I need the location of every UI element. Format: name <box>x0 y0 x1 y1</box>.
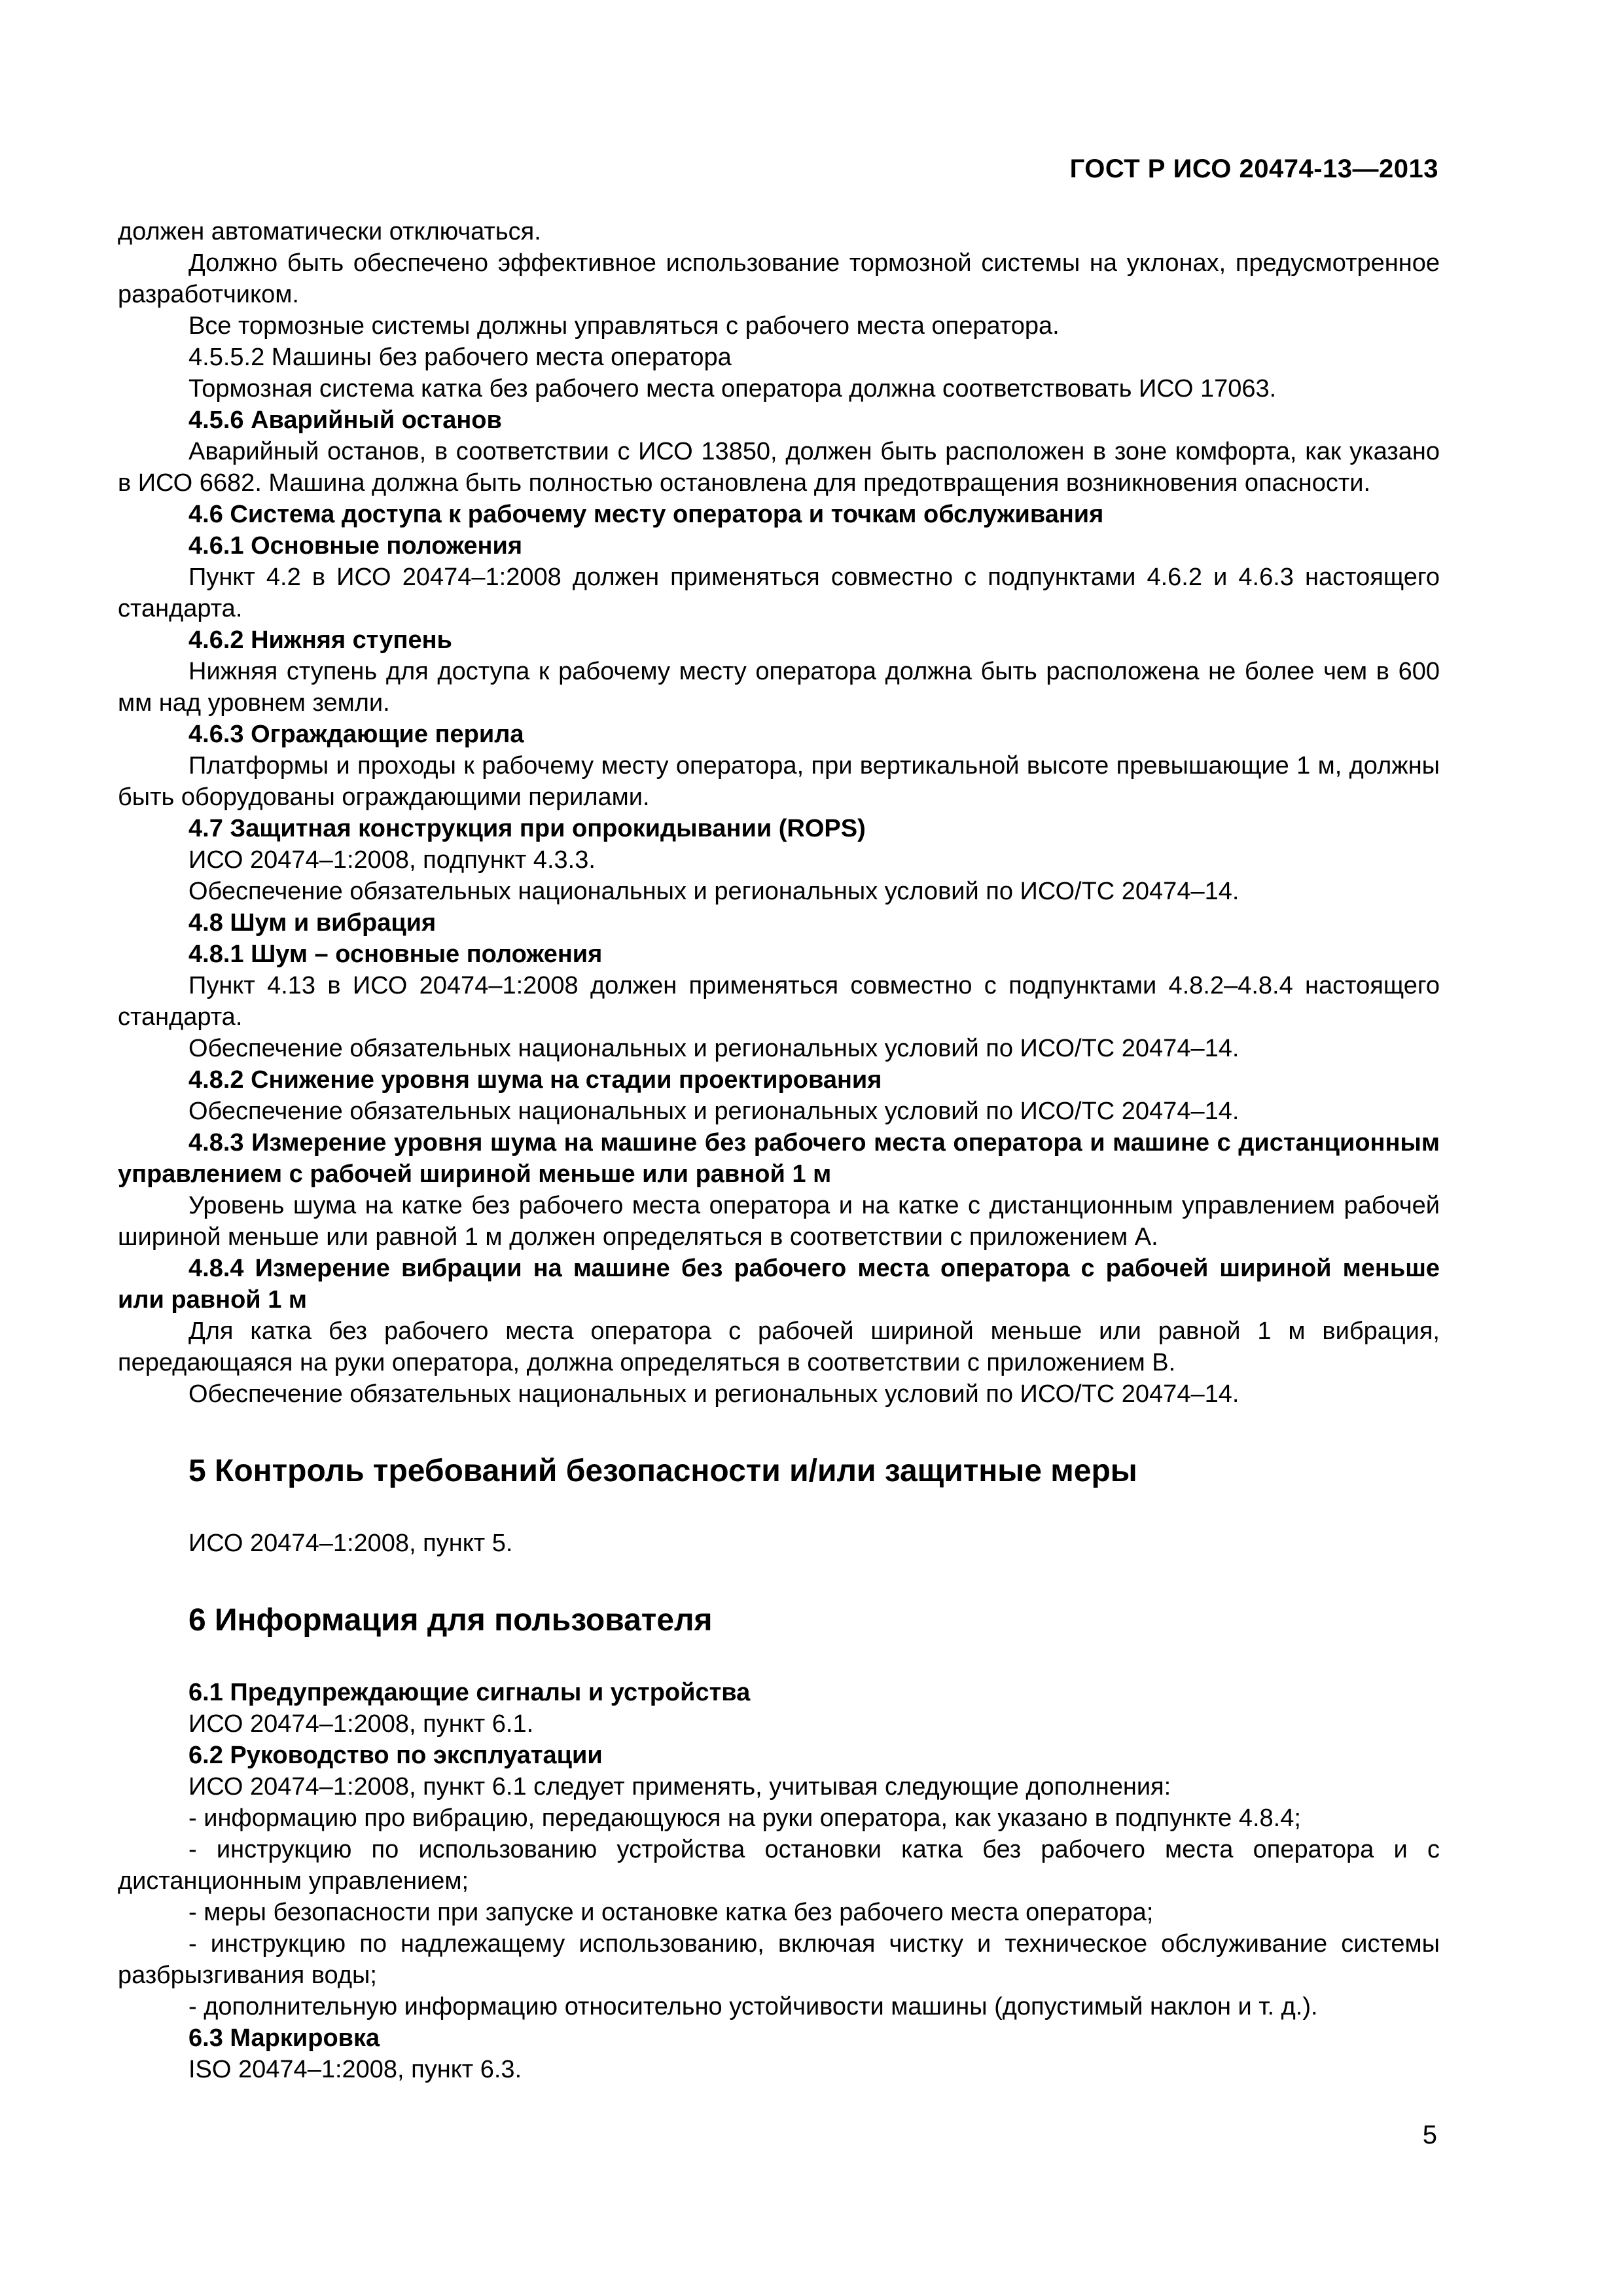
paragraph: ИСО 20474–1:2008, пункт 6.1 следует применять, учитывая следующие дополнения: <box>188 1773 1171 1801</box>
section-5 <box>118 1452 1440 1559</box>
paragraph: Платформы и проходы к рабочему месту оператора, при вертикальной высоте превышающие 1 м, должны быть оборудованы ограждающими перилами. <box>118 752 1440 811</box>
paragraph: Пункт 4.2 в ИСО 20474–1:2008 должен применяться совместно с подпунктами 4.6.2 и 4.6.3 настоящего стандарта. <box>118 564 1440 622</box>
subsection-heading: 6.1 Предупреждающие сигналы и устройства <box>188 1679 751 1706</box>
list-item: - информацию про вибрацию, передающуюся на руки оператора, как указано в подпункте 4.8.4; <box>188 1804 1301 1832</box>
paragraph: Пункт 4.13 в ИСО 20474–1:2008 должен применяться совместно с подпунктами 4.8.2–4.8.4 настоящего стандарта. <box>118 972 1440 1031</box>
section-heading: 6 Информация для пользователя <box>188 1603 713 1638</box>
paragraph: Для катка без рабочего места оператора с рабочей шириной меньше или равной 1 м вибрация, передающаяся на руки оператора, должна определяться в соответствии с приложением В. <box>118 1318 1440 1376</box>
subsection-heading: 4.6.2 Нижняя ступень <box>188 626 452 654</box>
paragraph: Уровень шума на катке без рабочего места оператора и на катке с дистанционным управлением рабочей шириной меньше или равной 1 м должен определяться в соответствии с приложением А. <box>118 1192 1440 1251</box>
subsection-heading: 4.8.4 Измерение вибрации на машине без рабочего места оператора с рабочей шириной меньше или равной 1 м <box>118 1255 1440 1314</box>
document-body <box>118 216 1440 2085</box>
page-number: 5 <box>1422 2121 1437 2149</box>
subsection-heading: 4.8 Шум и вибрация <box>188 909 437 937</box>
document-header: ГОСТ Р ИСО 20474-13—2013 <box>1069 154 1438 183</box>
paragraph: Обеспечение обязательных национальных и региональных условий по ИСО/ТС 20474–14. <box>188 1035 1240 1062</box>
subsection-heading: 4.6 Система доступа к рабочему месту оператора и точкам обслуживания <box>188 501 1104 528</box>
paragraph: Обеспечение обязательных национальных и региональных условий по ИСО/ТС 20474–14. <box>188 1380 1240 1408</box>
paragraph: ISO 20474–1:2008, пункт 6.3. <box>188 2056 522 2083</box>
subsection-heading: 4.8.1 Шум – основные положения <box>188 941 603 968</box>
section-heading: 5 Контроль требований безопасности и/или защитные меры <box>188 1454 1137 1488</box>
list-item: - дополнительную информацию относительно устойчивости машины (допустимый наклон и т. д.). <box>188 1993 1318 2020</box>
subsection-heading: 4.8.2 Снижение уровня шума на стадии проектирования <box>188 1066 882 1094</box>
paragraph: ИСО 20474–1:2008, пункт 5. <box>188 1530 513 1557</box>
paragraph: Обеспечение обязательных национальных и региональных условий по ИСО/ТС 20474–14. <box>188 878 1240 905</box>
subsection-heading: 6.3 Маркировка <box>188 2024 380 2052</box>
paragraph: ИСО 20474–1:2008, подпункт 4.3.3. <box>188 846 596 874</box>
paragraph: Все тормозные системы должны управляться с рабочего места оператора. <box>188 312 1060 340</box>
paragraph: Аварийный останов, в соответствии с ИСО 13850, должен быть расположен в зоне комфорта, как указано в ИСО 6682. Машина должна быть полностью остановлена для предотвращения возникновения опасности. <box>118 438 1440 497</box>
subsection-heading: 4.5.6 Аварийный останов <box>188 406 502 434</box>
subsection-heading: 4.7 Защитная конструкция при опрокидывании (ROPS) <box>188 815 866 842</box>
section4-continuation <box>118 216 1440 1410</box>
paragraph: Должно быть обеспечено эффективное использование тормозной системы на уклонах, предусмотренное разработчиком. <box>118 249 1440 308</box>
paragraph: 4.5.5.2 Машины без рабочего места оператора <box>188 344 732 371</box>
paragraph: Нижняя ступень для доступа к рабочему месту оператора должна быть расположена не более чем в 600 мм над уровнем земли. <box>118 658 1440 717</box>
list-item: - меры безопасности при запуске и остановке катка без рабочего места оператора; <box>188 1899 1154 1926</box>
paragraph: должен автоматически отключаться. <box>118 218 541 245</box>
section-6 <box>118 1601 1440 2085</box>
subsection-heading: 4.8.3 Измерение уровня шума на машине без рабочего места оператора и машине с дистанционным управлением с рабочей шириной меньше или равной 1 м <box>118 1129 1440 1188</box>
paragraph: ИСО 20474–1:2008, пункт 6.1. <box>188 1710 534 1738</box>
paragraph: Тормозная система катка без рабочего места оператора должна соответствовать ИСО 17063. <box>188 375 1277 403</box>
subsection-heading: 4.6.3 Ограждающие перила <box>188 721 524 748</box>
list-item: - инструкцию по надлежащему использованию, включая чистку и техническое обслуживание системы разбрызгивания воды; <box>118 1930 1440 1989</box>
subsection-heading: 4.6.1 Основные положения <box>188 532 523 560</box>
paragraph: Обеспечение обязательных национальных и региональных условий по ИСО/ТС 20474–14. <box>188 1098 1240 1125</box>
subsection-heading: 6.2 Руководство по эксплуатации <box>188 1742 603 1769</box>
list-item: - инструкцию по использованию устройства остановки катка без рабочего места оператора и с дистанционным управлением; <box>118 1836 1440 1895</box>
